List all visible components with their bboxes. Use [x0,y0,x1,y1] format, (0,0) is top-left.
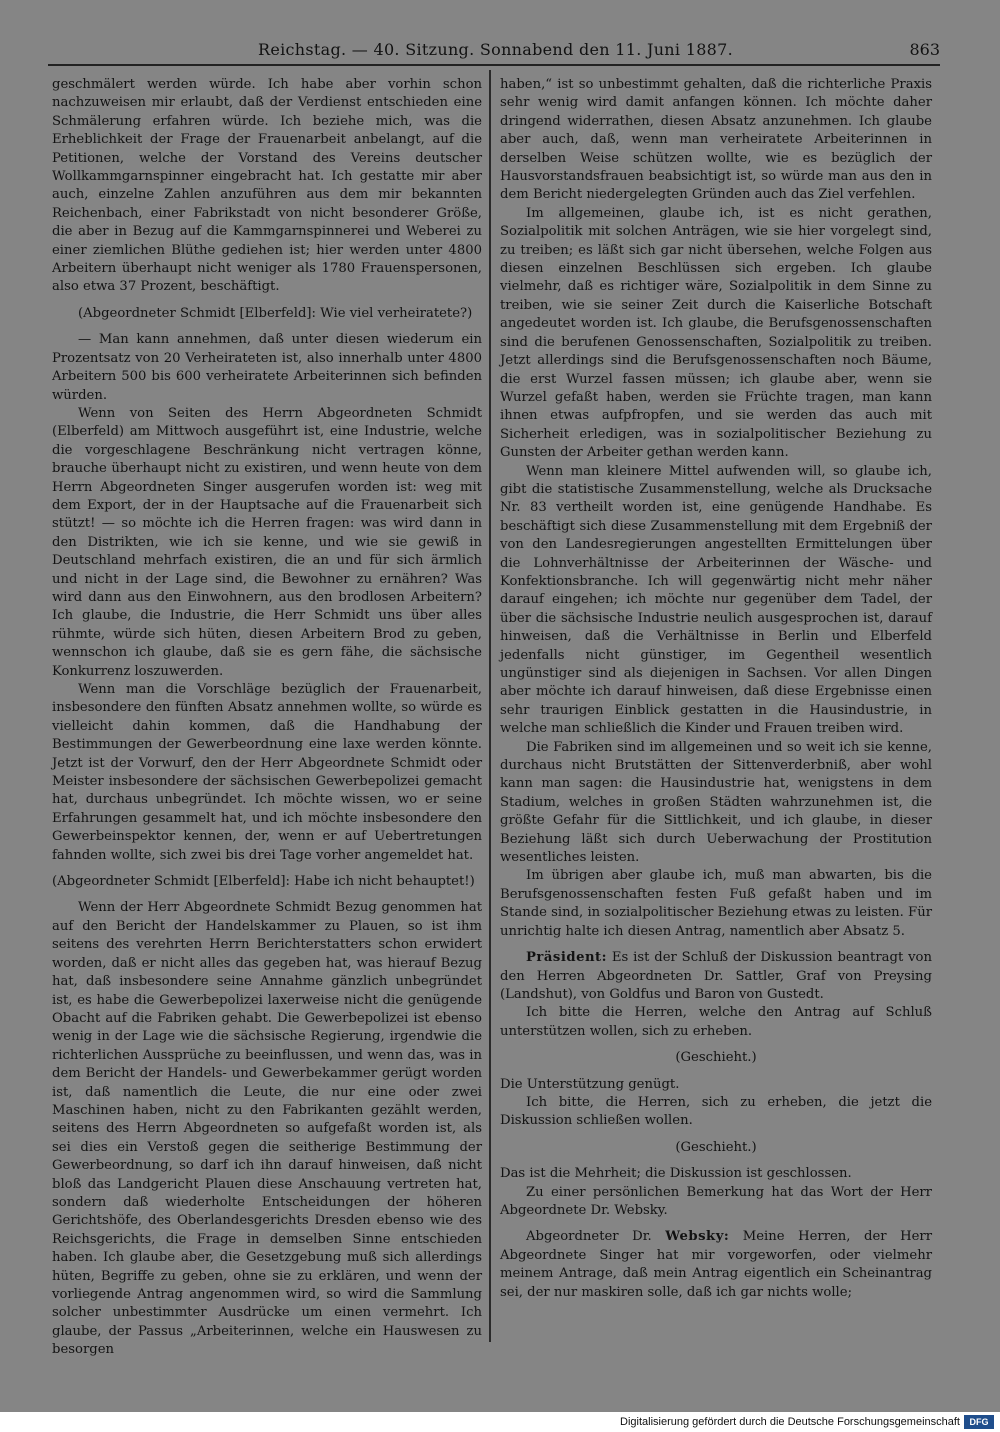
paragraph: Wenn man die Vorschläge bezüglich der Frauenarbeit, insbesondere den fünften Absatz annehmen wollte, so würde es vielleicht dahin kommen, daß die Handhabung der Bestimmungen der Gewerbeordnung eine laxe werden könnte. Jetzt ist der Vorwurf, den der Herr Abgeordnete Schmidt oder Meister insbesondere der sächsischen Gewerbepolizei gemacht hat, durchaus unbegründet. Ich möchte wissen, wo er seine Erfahrungen gesammelt hat, und ich möchte insbesondere den Gewerbeinspektor kennen, der, wenn er auf Uebertretungen fahnden wollte, sich zwei bis drei Tage vorher angemeldet hat. [52,682,482,863]
page-header [48,38,940,62]
paragraph: Zu einer persönlichen Bemerkung hat das Wort der Herr Abgeordnete Dr. Websky. [500,1184,932,1218]
speaker-name: Websky: [665,1229,730,1245]
right-column [500,76,932,1302]
paragraph: Wenn der Herr Abgeordnete Schmidt Bezug genommen hat auf den Bericht der Handelskammer zu Plauen, so ist ihm seitens des verehrten Herrn Berichterstatters schon erwidert worden, daß er nicht alles das gegeben hat, was hierauf Bezug hat, daß insbesondere seine Annahme gänzlich unbegründet ist, es habe die Gewerbepolizei laxerweise nicht die genügende Obacht auf die Fabriken gehabt. Die Gewerbepolizei ist ebenso wenig in der Lage wie die sächsische Regierung, irgendwie die richterlichen Aussprüche zu beeinflussen, und wenn das, was in dem Bericht der Handels- und Gewerbekammer gerügt worden ist, daß namentlich die Leute, die nur eine oder zwei Maschinen haben, nicht zu den Fabrikanten gezählt werden, seitens des Herrn Abgeordneten so aufgefaßt worden ist, als sei dies ein Verstoß gegen die seitherige Bestimmung der Gewerbeordnung, so darf ich ihn darauf hinweisen, daß nicht bloß das Landgericht Plauen diese Anschauung vertreten hat, sondern daß wiederholte Entscheidungen der höheren Gerichtshöfe, des Oberlandesgerichts Dresden ebenso wie des Reichsgerichts, die Frage in demselben Sinne entschieden haben. Ich glaube aber, die Gesetzgebung muß sich allerdings hüten, Begriffe zu geben, ohne sie zu erklären, und wenn der vorliegende Antrag angenommen wird, so wird die Sammlung solcher unbestimmter Ausdrücke um einen vermehrt. Ich glaube, der Passus „Arbeiterinnen, welche ein Hauswesen zu besorgen [52,900,482,1358]
paragraph: Ich bitte die Herren, welche den Antrag auf Schluß unterstützen wollen, sich zu erheben. [500,1005,932,1039]
page-number: 863 [909,40,940,59]
funding-credit: Digitalisierung gefördert durch die Deutsche Forschungsgemeinschaft [620,1416,960,1428]
speech-start [500,1228,932,1302]
running-title: Reichstag. — 40. Sitzung. Sonnabend den 11. Juni 1887. [258,40,734,59]
paragraph: Im allgemeinen, glaube ich, ist es nicht gerathen, Sozialpolitik mit solchen Anträgen, wie sie hier vorgelegt sind, zu treiben; es läßt sich gar nicht übersehen, welche Folgen aus diesen einzelnen Beschlüssen sich ergeben. Ich glaube vielmehr, daß es richtiger wäre, Sozialpolitik in dem Sinne zu treiben, wie sie seiner Zeit durch die Kaiserliche Botschaft angedeutet worden ist. Ich glaube, die Berufsgenossenschaften sind die berufenen Genossenschaften, Sozialpolitik zu treiben. Jetzt allerdings sind die Berufsgenossenschaften noch Bäume, die erst Wurzel fassen müssen; ich glaube aber, wenn sie Wurzel gefaßt haben, werden sie Früchte tragen, man kann ihnen etwas aufpfropfen, und sie werden das auch mit Sicherheit erledigen, was in sozialpolitischer Beziehung zu Gunsten der Arbeiter gethan werden kann. [500,205,932,461]
speech-text: Meine Herren, der Herr Abgeordnete Singer hat mir vorgeworfen, oder vielmehr meinem Antrage, daß mein Antrag eigentlich ein Scheinantrag sei, der nur maskiren solle, daß ich gar nichts wolle; [500,1229,932,1300]
paragraph: — Man kann annehmen, daß unter diesen wiederum ein Prozentsatz von 20 Verheirateten ist, also innerhalb unter 4800 Arbeitern 500 bis 600 verheiratete Arbeiterinnen sich befinden würden. [52,332,482,403]
president-label: Präsident: [526,950,608,966]
paragraph: Wenn von Seiten des Herrn Abgeordneten Schmidt (Elberfeld) am Mittwoch ausgeführt ist, eine Industrie, welche die vorgeschlagene Beschränkung nicht vertragen könne, brauche überhaupt nicht zu existiren, und wenn heute von dem Herrn Abgeordneten Singer ausgerufen worden ist: weg mit dem Export, der in der Hauptsache auf die Frauenarbeit sich stützt! — so möchte ich die Herren fragen: was wird dann in den Distrikten, wie ich sie kenne, und wie sie gewiß in Deutschland mehrfach existiren, die an und für sich ärmlich und nicht in der Lage sind, die Bewohner zu ernähren? Was wird dann aus den Einwohnern, aus den brodlosen Arbeitern? Ich glaube, die Industrie, die Herr Schmidt uns über alles rühmte, würde sich hüten, diesen Arbeitern Brod zu geben, wennschon ich glaube, daß sie es gern fähe, die sächsische Konkurrenz loszuwerden. [52,405,482,679]
paragraph: Das ist die Mehrheit; die Diskussion ist geschlossen. [500,1166,852,1182]
paragraph: haben,“ ist so unbestimmt gehalten, daß die richterliche Praxis sehr wenig wird damit anfangen können. Ich möchte daher dringend widerrathen, diesen Absatz anzunehmen. Ich glaube aber auch, daß, wenn man verheiratete Arbeiterinnen in derselben Weise schützen wollte, wie es bezüglich der Hausvorstandsfrauen beabsichtigt ist, so würde man aus den in dem Bericht niedergelegten Gründen auch das Ziel verfehlen. [500,77,932,203]
speaker-prefix: Abgeordneter Dr. [526,1229,652,1245]
paragraph: Ich bitte, die Herren, sich zu erheben, die jetzt die Diskussion schließen wollen. [500,1094,932,1129]
left-column [52,76,482,1360]
paragraph: Die Fabriken sind im allgemeinen und so weit ich sie kenne, durchaus nicht Brutstätten der Sittenverderbniß, aber wohl kann man sagen: die Hausindustrie hat, wenigstens in dem Stadium, welches in großen Städten wahrzunehmen ist, die größte Gefahr für die Sittlichkeit, und ich glaube, in dieser Beziehung läßt sich durch Ueberwachung der Prostitution wesentliches leisten. [500,739,932,866]
dfg-logo: DFG [964,1415,994,1429]
paragraph: geschmälert werden würde. Ich habe aber vorhin schon nachzuweisen mir erlaubt, daß der Verdienst entschieden eine Schmälerung erfahren würde. Ich beziehe mich, was die Erheblichkeit der Frage der Frauenarbeit anbelangt, auf die Petitionen, welche der Vorstand des Vereins deutscher Wollkammgarnspinner eingebracht hat. Ich gestatte mir aber auch, einzelne Zahlen anzuführen aus dem mir bekannten Reichenbach, einer Fabrikstadt von nicht besonderer Größe, die aber in Bezug auf die Kammgarnspinnerei und Weberei zu einer ziemlichen Blüthe gediehen ist; hier werden unter 4800 Arbeitern überhaupt nicht weniger als 1780 Frauenspersonen, also etwa 37 Prozent, beschäftigt. [52,77,482,295]
stage-direction: (Geschieht.) [675,1050,757,1066]
paragraph: Im übrigen aber glaube ich, muß man abwarten, bis die Berufsgenossenschaften festen Fuß gefaßt haben und im Stande sind, in sozialpolitischer Beziehung etwas zu leisten. Für unrichtig halte ich diesen Antrag, namentlich aber Absatz 5. [500,868,932,939]
footer-bar [0,1412,1000,1432]
president-text: Es ist der Schluß der Diskussion beantragt von den Herren Abgeordneten Dr. Sattler, Graf von Preysing (Landshut), von Goldfus und Baron von Gustedt. [500,950,932,1002]
president-statement [500,949,932,1004]
paragraph: Die Unterstützung genügt. [500,1076,680,1092]
interjection: (Abgeordneter Schmidt [Elberfeld]: Wie viel verheiratete?) [78,305,473,321]
stage-direction: (Geschieht.) [675,1139,757,1155]
interjection: (Abgeordneter Schmidt [Elberfeld]: Habe ich nicht behauptet!) [52,874,475,890]
column-divider [489,70,491,1342]
header-rule [48,64,940,66]
paragraph: Wenn man kleinere Mittel aufwenden will, so glaube ich, gibt die statistische Zusammenstellung, welche als Drucksache Nr. 83 vertheilt worden ist, eine genügende Handhabe. Es beschäftigt sich diese Zusammenstellung mit dem Ergebniß der von den Landesregierungen angestellten Ermittelungen über die Lohnverhältnisse der Arbeiterinnen der Wäsche- und Konfektionsbranche. Ich will gegenwärtig nicht mehr näher darauf eingehen; ich möchte nur gegenüber dem Tadel, der über die sächsische Industrie neulich ausgesprochen ist, darauf hinweisen, daß die Verhältnisse in Berlin und Elberfeld jedenfalls nicht günstiger, im Gegentheil wesentlich ungünstiger sind als diejenigen in Sachsen. Vor allen Dingen aber möchte ich darauf hinweisen, daß diese Ergebnisse einen sehr traurigen Einblick gestatten in die Hausindustrie, in welche man schließlich die Kinder und Frauen treiben wird. [500,463,932,737]
